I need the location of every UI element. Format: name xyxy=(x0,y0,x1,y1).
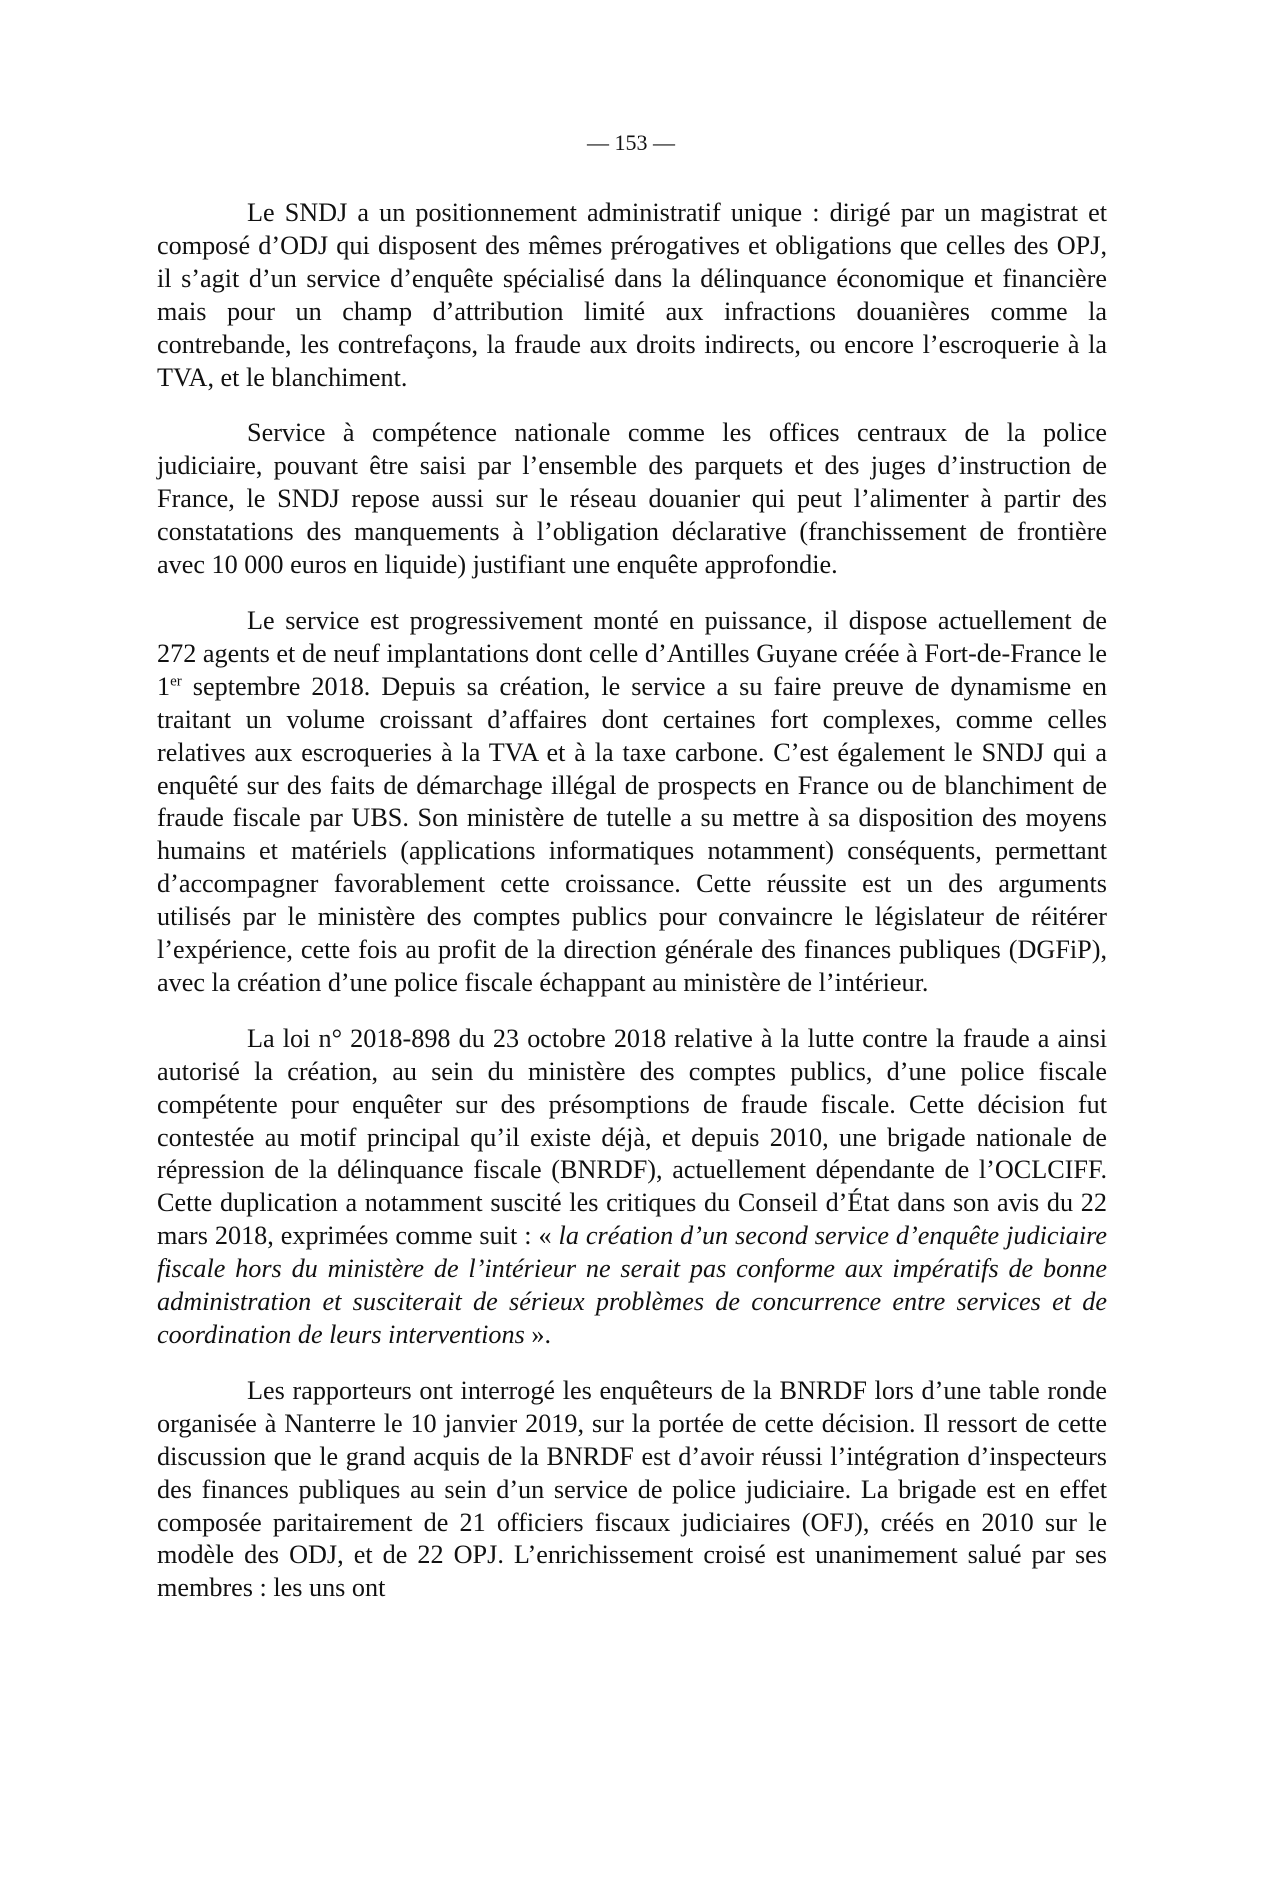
page-number: — 153 — xyxy=(587,130,675,155)
paragraph-national-service: Service à compétence nationale comme les offices centraux de la police judiciaire, pouvant être saisi par l’ensemble des parquets et des juges d’instruction de France, le SNDJ repose aussi sur le réseau douanier qui peut l’alimenter à partir des constatations des manquements à l’obligation déclarative (franchissement de frontière avec 10 000 euros en liquide) justifiant une enquête approfondie. xyxy=(157,418,1107,580)
paragraph-bnrdf-roundtable: Les rapporteurs ont interrogé les enquêteurs de la BNRDF lors d’une table ronde organisée à Nanterre le 10 janvier 2019, sur la portée de cette décision. Il ressort de cette discussion que le grand acquis de la BNRDF est d’avoir réussi l’intégration d’inspecteurs des finances publiques au sein d’un service de police judiciaire. La brigade est en effet composée paritairement de 21 officiers fiscaux judiciaires (OFJ), créés en 2010 sur le modèle des ODJ, et de 22 OPJ. L’enrichissement croisé est unanimement salué par ses membres : les uns ont xyxy=(157,1375,1107,1603)
paragraph-text-segment: septembre 2018. Depuis sa création, le service a su faire preuve de dynamisme en traitant un volume croissant d’affaires dont certaines fort complexes, comme celles relatives aux escroqueries à la TVA et à la taxe carbone. C’est également le SNDJ qui a enquêté sur des faits de démarchage illégal de prospects en France ou de blanchiment de fraude fiscale par UBS. Son ministère de tutelle a su mettre à sa disposition des moyens humains et matériels (applications informatiques notamment) conséquents, permettant d’accompagner favorablement cette croissance. Cette réussite est un des arguments utilisés par le ministère des comptes publics pour convaincre le législateur de réitérer l’expérience, cette fois au profit de la direction générale des finances publiques (DGFiP), avec la création d’une police fiscale échappant au ministère de l’intérieur. xyxy=(157,671,1107,997)
document-body xyxy=(157,197,1107,1628)
paragraph-text-segment: La loi n° 2018-898 du 23 octobre 2018 relative à la lutte contre la fraude a ainsi autorisé la création, au sein du ministère des comptes publics, d’une police fiscale compétente pour enquêter sur des présomptions de fraude fiscale. Cette décision fut contestée au motif principal qu’il existe déjà, et depuis 2010, une brigade nationale de répression de la délinquance fiscale (BNRDF), actuellement dépendante de l’OCLCIFF. Cette duplication a notamment suscité les critiques du Conseil d’État dans son avis du 22 mars 2018, exprimées comme suit : « xyxy=(157,1023,1107,1251)
paragraph-sndj-positioning: Le SNDJ a un positionnement administratif unique : dirigé par un magistrat et composé d’ODJ qui disposent des mêmes prérogatives et obligations que celles des OPJ, il s’agit d’un service d’enquête spécialisé dans la délinquance économique et financière mais pour un champ d’attribution limité aux infractions douanières comme la contrebande, les contrefaçons, la fraude aux droits indirects, ou encore l’escroquerie à la TVA, et le blanchiment. xyxy=(157,198,1107,392)
paragraph-text-segment: Le service est progressivement monté en puissance, il dispose actuellement de 272 agents et de neuf implantations dont celle d’Antilles Guyane créée à Fort-de-France le 1 xyxy=(157,605,1107,701)
paragraph-service-growth xyxy=(157,605,1107,1000)
ordinal-superscript: er xyxy=(170,673,182,690)
conseil-etat-quotation: la création d’un second service d’enquête judiciaire fiscale hors du ministère de l’intérieur ne serait pas conforme aux impératifs de bonne administration et susciterait de sérieux problèmes de concurrence entre services et de coordination de leurs interventions xyxy=(157,1221,1107,1349)
paragraph-fiscal-police-law xyxy=(157,1023,1107,1352)
paragraph-text-segment: ». xyxy=(524,1320,551,1349)
